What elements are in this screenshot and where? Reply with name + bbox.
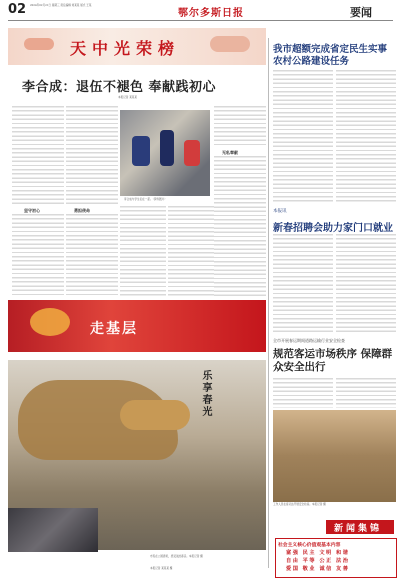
lantern-decoration-icon	[30, 308, 70, 336]
person-figure	[184, 140, 200, 166]
inspection-photo-caption: 工作人员在客运站开展安全检查。本报记者 摄	[273, 503, 326, 506]
banner-title: 天中光荣榜	[70, 39, 181, 58]
right-top-headline: 我市超额完成省定民生实事农村公路建设任务	[273, 44, 388, 67]
header-rule	[8, 20, 393, 21]
article-column	[273, 234, 333, 334]
article-column	[336, 70, 396, 202]
core-values-line: 富强 民主 文明 和谐	[286, 550, 350, 556]
article-column	[12, 214, 64, 296]
article-column	[120, 206, 166, 296]
article-column	[336, 378, 396, 408]
article-column	[214, 106, 266, 146]
cloud-decoration-icon	[210, 36, 250, 52]
article-column	[214, 156, 266, 296]
section-name: 要闻	[350, 6, 372, 19]
spring-photo-credit: 本报记者 某某某 摄	[150, 567, 173, 570]
core-values-line: 爱国 敬业 诚信 友善	[286, 566, 350, 572]
right-mid-kicker: 本报讯	[273, 209, 287, 214]
grassroots-title: 走基层	[90, 321, 138, 337]
column-divider	[268, 38, 269, 568]
news-collection-label: 新闻集锦	[334, 524, 383, 534]
article-column	[12, 106, 64, 206]
article-subhead: 坚守初心	[24, 208, 40, 213]
inspection-photo	[273, 410, 396, 502]
dragon-sculpture	[120, 400, 190, 430]
article-subhead: 勇担使命	[74, 208, 90, 213]
feature-photo-caption: 李合成与学生们在一起。（资料图片）	[124, 198, 167, 201]
person-figure	[132, 136, 150, 166]
core-values-line: 自由 平等 公正 法治	[286, 558, 350, 564]
right-mid-headline: 新春招聘会助力家门口就业	[273, 223, 393, 234]
article-column	[273, 378, 333, 408]
date-info: 2024年02月21日 星期三 责任编辑 刘某某 版式 王某	[30, 4, 92, 7]
feature-byline: 本报记者 某某某	[118, 96, 137, 99]
photo-vertical-title: 乐享春光	[200, 370, 211, 418]
right-lower-kicker: 全市开展春运期间道路运输行业安全检查	[273, 338, 345, 343]
article-column	[273, 70, 333, 202]
article-column	[336, 234, 396, 334]
newspaper-logo: 鄂尔多斯日报	[178, 8, 244, 19]
article-column	[66, 106, 118, 206]
article-column	[168, 206, 214, 296]
person-figure	[160, 130, 174, 166]
inset-photo	[8, 508, 98, 552]
feature-headline: 李合成：退伍不褪色 奉献践初心	[22, 80, 217, 95]
cloud-decoration-icon	[24, 38, 54, 50]
right-lower-headline: 规范客运市场秩序 保障群众安全出行	[273, 348, 393, 373]
article-subhead: 无私奉献	[222, 150, 238, 155]
core-values-title: 社会主义核心价值观基本内容	[278, 542, 341, 548]
spring-photo-caption: 市民在公园游玩，感受浓浓春意。本报记者 摄	[150, 555, 203, 558]
article-column	[66, 214, 118, 296]
page-number: 02	[8, 2, 27, 17]
